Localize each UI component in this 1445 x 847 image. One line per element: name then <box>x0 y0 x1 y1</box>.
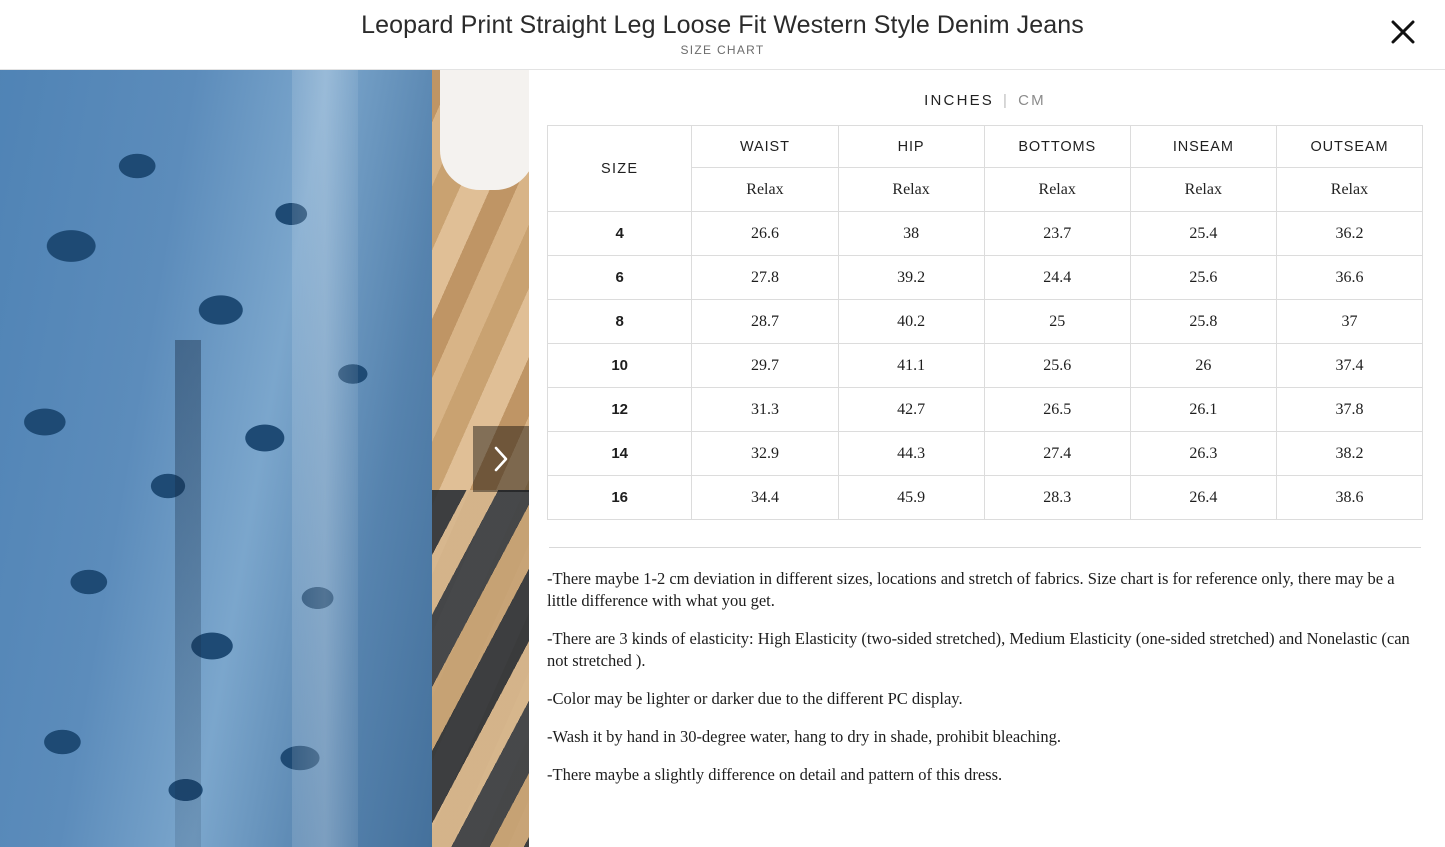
row-waist: 31.3 <box>692 388 838 432</box>
header-inseam: INSEAM <box>1130 126 1276 168</box>
row-size: 12 <box>548 388 692 432</box>
row-inseam: 26.1 <box>1130 388 1276 432</box>
row-waist: 29.7 <box>692 344 838 388</box>
row-outseam: 38.2 <box>1276 432 1422 476</box>
row-hip: 45.9 <box>838 476 984 520</box>
row-outseam: 37 <box>1276 300 1422 344</box>
size-table <box>547 125 1423 520</box>
note-item: -There are 3 kinds of elasticity: High Elasticity (two-sided stretched), Medium Elasticity (one-sided stretched) and Nonelastic (can not stretched ). <box>547 628 1410 670</box>
row-waist: 27.8 <box>692 256 838 300</box>
leg-separation-shadow <box>175 340 201 847</box>
close-icon[interactable] <box>1381 10 1425 54</box>
note-item: -Color may be lighter or darker due to the different PC display. <box>547 688 963 708</box>
row-inseam: 25.6 <box>1130 256 1276 300</box>
table-row <box>548 212 1423 256</box>
section-divider <box>549 547 1421 548</box>
table-row <box>548 388 1423 432</box>
row-inseam: 25.8 <box>1130 300 1276 344</box>
row-bottoms: 23.7 <box>984 212 1130 256</box>
header-waist: WAIST <box>692 126 838 168</box>
product-photo <box>0 70 529 847</box>
fit-bottoms: Relax <box>984 168 1130 212</box>
row-hip: 41.1 <box>838 344 984 388</box>
row-outseam: 37.4 <box>1276 344 1422 388</box>
row-size: 8 <box>548 300 692 344</box>
row-waist: 32.9 <box>692 432 838 476</box>
row-bottoms: 24.4 <box>984 256 1130 300</box>
row-inseam: 26.4 <box>1130 476 1276 520</box>
row-outseam: 37.8 <box>1276 388 1422 432</box>
modal-header <box>0 0 1445 70</box>
row-size: 4 <box>548 212 692 256</box>
row-size: 16 <box>548 476 692 520</box>
row-waist: 28.7 <box>692 300 838 344</box>
note-item: -Wash it by hand in 30-degree water, hang to dry in shade, prohibit bleaching. <box>547 726 1061 746</box>
fit-inseam: Relax <box>1130 168 1276 212</box>
row-size: 14 <box>548 432 692 476</box>
table-row <box>548 432 1423 476</box>
product-image-pane <box>0 70 529 847</box>
header-size: SIZE <box>548 126 692 212</box>
row-hip: 40.2 <box>838 300 984 344</box>
table-row <box>548 256 1423 300</box>
row-hip: 38 <box>838 212 984 256</box>
note-item: -There maybe 1-2 cm deviation in different sizes, locations and stretch of fabrics. Size chart is for reference only, there may be a little difference with what you get. <box>547 569 1395 610</box>
notes-section <box>547 568 1423 786</box>
row-outseam: 36.6 <box>1276 256 1422 300</box>
row-size: 10 <box>548 344 692 388</box>
model-top <box>440 70 529 190</box>
unit-cm[interactable]: CM <box>1018 92 1046 109</box>
note-item: -There maybe a slightly difference on detail and pattern of this dress. <box>547 764 1003 784</box>
row-inseam: 25.4 <box>1130 212 1276 256</box>
header-bottoms: BOTTOMS <box>984 126 1130 168</box>
header-hip: HIP <box>838 126 984 168</box>
row-inseam: 26 <box>1130 344 1276 388</box>
table-row <box>548 476 1423 520</box>
unit-inches[interactable]: INCHES <box>924 92 995 109</box>
modal-body <box>0 70 1445 847</box>
row-bottoms: 27.4 <box>984 432 1130 476</box>
table-header-row <box>548 126 1423 168</box>
row-outseam: 36.2 <box>1276 212 1422 256</box>
page-title: Leopard Print Straight Leg Loose Fit Western Style Denim Jeans <box>361 11 1084 40</box>
row-hip: 42.7 <box>838 388 984 432</box>
row-hip: 44.3 <box>838 432 984 476</box>
table-row <box>548 344 1423 388</box>
row-outseam: 38.6 <box>1276 476 1422 520</box>
row-size: 6 <box>548 256 692 300</box>
leopard-denim-jeans <box>0 70 432 847</box>
row-bottoms: 26.5 <box>984 388 1130 432</box>
unit-toggle <box>547 92 1423 109</box>
fit-hip: Relax <box>838 168 984 212</box>
header-outseam: OUTSEAM <box>1276 126 1422 168</box>
page-subtitle: SIZE CHART <box>680 42 765 57</box>
row-bottoms: 28.3 <box>984 476 1130 520</box>
row-inseam: 26.3 <box>1130 432 1276 476</box>
fit-waist: Relax <box>692 168 838 212</box>
unit-separator: | <box>1003 92 1010 109</box>
row-hip: 39.2 <box>838 256 984 300</box>
row-bottoms: 25 <box>984 300 1130 344</box>
row-waist: 26.6 <box>692 212 838 256</box>
row-waist: 34.4 <box>692 476 838 520</box>
next-image-button[interactable] <box>473 426 529 492</box>
row-bottoms: 25.6 <box>984 344 1130 388</box>
size-chart-content <box>529 70 1445 847</box>
fit-outseam: Relax <box>1276 168 1422 212</box>
table-row <box>548 300 1423 344</box>
side-stripe <box>292 70 358 847</box>
